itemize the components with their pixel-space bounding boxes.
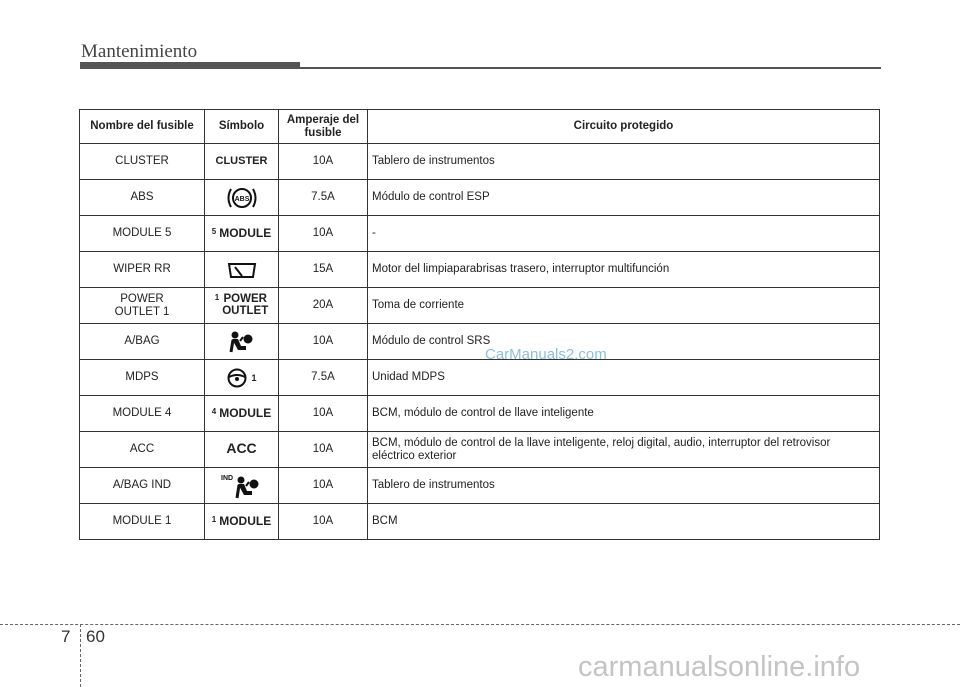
table-row [80, 252, 880, 288]
symbol-text: CLUSTER [215, 155, 268, 167]
header-amperage-line1: Amperaje del [286, 113, 360, 126]
fuse-symbol [205, 144, 279, 180]
symbol-text: MODULE [219, 513, 272, 528]
symbol-line2: OUTLET [222, 305, 269, 317]
watermark-link[interactable]: CarManuals2.com [485, 346, 607, 363]
rear-wiper-icon [226, 260, 258, 280]
fuse-name: ABS [80, 180, 205, 216]
symbol-superscript: 1 [211, 514, 217, 524]
fuse-name: A/BAG [80, 324, 205, 360]
fuse-name: MODULE 4 [80, 396, 205, 432]
footer-rule [0, 624, 960, 625]
fuse-circuit: BCM, módulo de control de llave inteligente [368, 396, 880, 432]
fuse-amperage: 10A [279, 216, 368, 252]
footer-site-watermark: carmanualsonline.info [578, 651, 861, 683]
airbag-icon [226, 330, 258, 354]
fuse-name: CLUSTER [80, 144, 205, 180]
footer-divider [80, 624, 81, 687]
fuse-symbol [205, 180, 279, 216]
symbol-text: MODULE [219, 225, 272, 240]
fuse-name: MODULE 5 [80, 216, 205, 252]
fuse-amperage: 7.5A [279, 360, 368, 396]
table-row [80, 180, 880, 216]
symbol-suffix: 1 [251, 372, 257, 383]
fuse-name: MDPS [80, 360, 205, 396]
header-fuse-name: Nombre del fusible [80, 110, 205, 144]
symbol-text: ACC [226, 440, 257, 456]
airbag-indicator-label: IND [220, 474, 233, 482]
header-amperage [279, 110, 368, 144]
fuse-circuit-line2: eléctrico exterior [372, 449, 457, 462]
fuse-name: WIPER RR [80, 252, 205, 288]
fuse-circuit: Unidad MDPS [368, 360, 880, 396]
abs-icon-label: ABS [234, 195, 249, 203]
page-number: 60 [86, 627, 105, 646]
fuse-symbol [205, 396, 279, 432]
fuse-circuit: BCM [368, 504, 880, 540]
fuse-circuit: - [368, 216, 880, 252]
fuse-symbol [205, 288, 279, 324]
fuse-symbol [205, 432, 279, 468]
table-row [80, 216, 880, 252]
table-row [80, 288, 880, 324]
fuse-name: A/BAG IND [80, 468, 205, 504]
fuse-name [80, 288, 205, 324]
fuse-symbol [205, 324, 279, 360]
fuse-circuit-line1: BCM, módulo de control de la llave inteligente, reloj digital, audio, interruptor del retrovisor [372, 436, 831, 449]
fuse-name-line1: POWER [120, 292, 164, 305]
table-row [80, 396, 880, 432]
airbag-indicator-icon [220, 473, 264, 499]
page-header-title: Mantenimiento [81, 41, 198, 62]
fuse-circuit: Tablero de instrumentos [368, 468, 880, 504]
symbol-text [222, 293, 268, 317]
symbol-line1: POWER [223, 293, 267, 305]
symbol-text: MODULE [219, 405, 272, 420]
header-amperage-line2: fusible [304, 126, 342, 139]
fuse-circuit: Módulo de control SRS [368, 324, 880, 360]
header-symbol: Símbolo [205, 110, 279, 144]
fuse-symbol [205, 468, 279, 504]
chapter-number: 7 [61, 627, 71, 646]
fuse-circuit [368, 432, 880, 468]
table-row [80, 360, 880, 396]
steering-wheel-icon [226, 367, 248, 389]
fuse-name: MODULE 1 [80, 504, 205, 540]
fuse-symbol [205, 360, 279, 396]
fuse-amperage: 10A [279, 396, 368, 432]
table-header-row [80, 110, 880, 144]
fuse-amperage: 20A [279, 288, 368, 324]
fuse-name: ACC [80, 432, 205, 468]
fuse-circuit: Módulo de control ESP [368, 180, 880, 216]
table-row [80, 144, 880, 180]
table-row [80, 432, 880, 468]
fuse-amperage: 7.5A [279, 180, 368, 216]
fuse-symbol [205, 252, 279, 288]
fuse-symbol [205, 216, 279, 252]
header-circuit: Circuito protegido [368, 110, 880, 144]
fuse-amperage: 10A [279, 504, 368, 540]
fuse-symbol [205, 504, 279, 540]
fuse-name-line2: OUTLET 1 [114, 305, 170, 318]
fuse-amperage: 10A [279, 468, 368, 504]
fuse-amperage: 10A [279, 324, 368, 360]
table-row [80, 468, 880, 504]
table-row [80, 324, 880, 360]
fuse-table [79, 109, 880, 540]
fuse-circuit: Tablero de instrumentos [368, 144, 880, 180]
symbol-superscript: 5 [211, 226, 217, 236]
abs-icon [226, 186, 258, 210]
symbol-superscript: 1 [214, 293, 220, 302]
table-row [80, 504, 880, 540]
symbol-superscript: 4 [211, 406, 217, 416]
fuse-circuit: Toma de corriente [368, 288, 880, 324]
header-rule-thin [300, 67, 881, 69]
header-rule-thick [80, 62, 300, 69]
fuse-amperage: 10A [279, 432, 368, 468]
fuse-circuit: Motor del limpiaparabrisas trasero, interruptor multifunción [368, 252, 880, 288]
fuse-amperage: 15A [279, 252, 368, 288]
fuse-amperage: 10A [279, 144, 368, 180]
